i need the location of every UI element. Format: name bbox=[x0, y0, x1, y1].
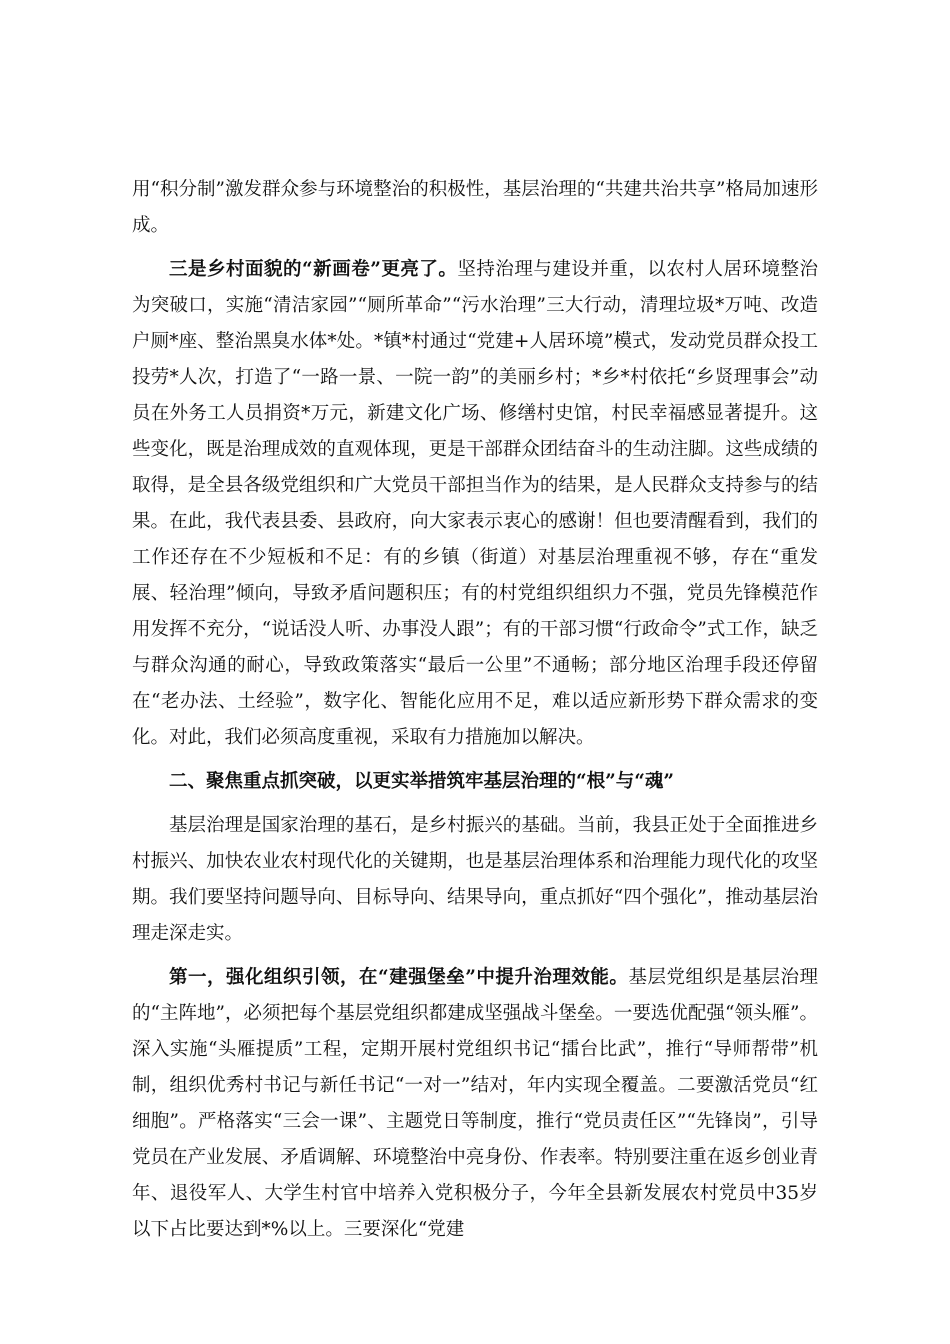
paragraph-lead: 第一，强化组织引领，在“建强堡垒”中提升治理效能。 bbox=[169, 967, 629, 988]
paragraph-continuation bbox=[132, 172, 818, 244]
paragraph-rural-appearance bbox=[132, 252, 818, 756]
paragraph-intro bbox=[132, 808, 818, 952]
paragraph-text: 基层党组织是基层治理的“主阵地”，必须把每个基层党组织都建成坚强战斗堡垒。一要选优配强“领头雁”。深入实施“头雁提质”工程，定期开展村党组织书记“擂台比武”，推行“导师帮带”机制，组织优秀村书记与新任书记“一对一”结对，年内实现全覆盖。二要激活党员“红细胞”。严格落实“三会一课”、主题党日等制度，推行“党员责任区”“先锋岗”，引导党员在产业发展、矛盾调解、环境整治中亮身份、作表率。特别要注重在返乡创业青年、退役军人、大学生村官中培养入党积极分子，今年全县新发展农村党员中35岁以下占比要达到*%以上。三要深化“党建 bbox=[132, 967, 818, 1240]
paragraph-lead: 三是乡村面貌的“新画卷”更亮了。 bbox=[169, 259, 458, 280]
paragraph-text: 坚持治理与建设并重，以农村人居环境整治为突破口，实施“清洁家园”“厕所革命”“污水治理”三大行动，清理垃圾*万吨、改造户厕*座、整治黑臭水体*处。*镇*村通过“党建+人居环境”模式，发动党员群众投工投劳*人次，打造了“一路一景、一院一韵”的美丽乡村；*乡*村依托“乡贤理事会”动员在外务工人员捐资*万元，新建文化广场、修缮村史馆，村民幸福感显著提升。这些变化，既是治理成效的直观体现，更是干部群众团结奋斗的生动注脚。这些成绩的取得，是全县各级党组织和广大党员干部担当作为的结果，是人民群众支持参与的结果。在此，我代表县委、县政府，向大家表示衷心的感谢！但也要清醒看到，我们的工作还存在不少短板和不足：有的乡镇（街道）对基层治理重视不够，存在“重发展、轻治理”倾向，导致矛盾问题积压；有的村党组织组织力不强，党员先锋模范作用发挥不充分，“说话没人听、办事没人跟”；有的干部习惯“行政命令”式工作，缺乏与群众沟通的耐心，导致政策落实“最后一公里”不通畅；部分地区治理手段还停留在“老办法、土经验”，数字化、智能化应用不足，难以适应新形势下群众需求的变化。对此，我们必须高度重视，采取有力措施加以解决。 bbox=[132, 259, 818, 748]
document-body bbox=[132, 172, 818, 1256]
paragraph-text: 用“积分制”激发群众参与环境整治的积极性，基层治理的“共建共治共享”格局加速形成。 bbox=[132, 179, 818, 236]
paragraph-organization bbox=[132, 960, 818, 1248]
section-heading: 二、聚焦重点抓突破，以更实举措筑牢基层治理的“根”与“魂” bbox=[169, 771, 675, 792]
paragraph-text: 基层治理是国家治理的基石，是乡村振兴的基础。当前，我县正处于全面推进乡村振兴、加快农业农村现代化的关键期，也是基层治理体系和治理能力现代化的攻坚期。我们要坚持问题导向、目标导向、结果导向，重点抓好“四个强化”，推动基层治理走深走实。 bbox=[132, 815, 818, 944]
